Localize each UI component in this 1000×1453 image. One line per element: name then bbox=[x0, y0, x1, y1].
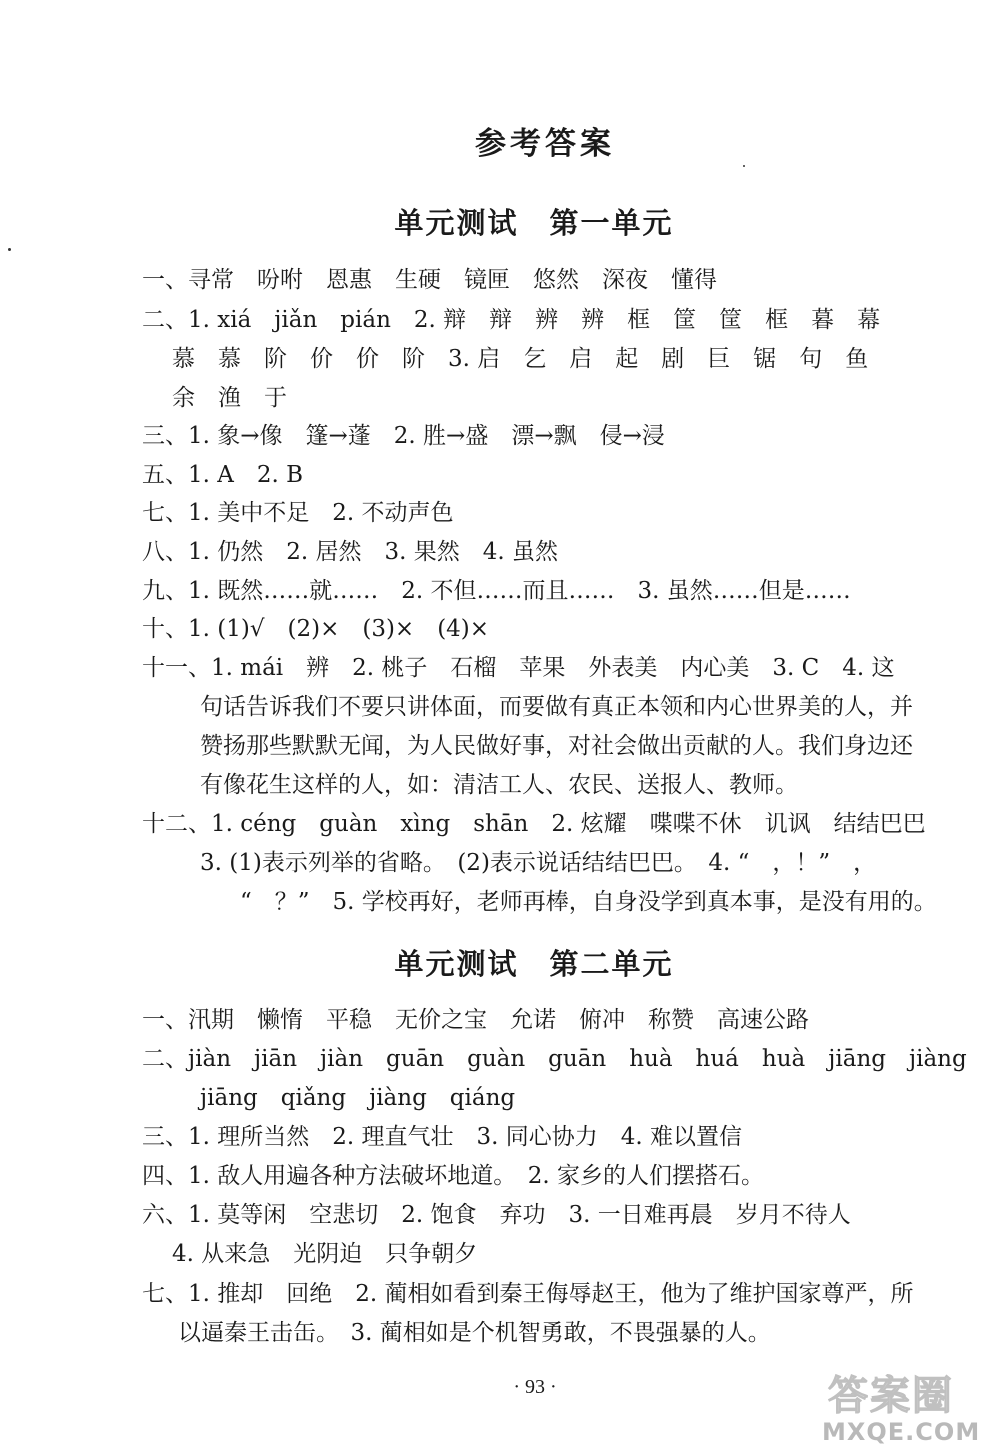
watermark-logo: 答案圈 bbox=[828, 1372, 954, 1419]
answer-line: 五、1. A 2. B bbox=[142, 462, 304, 488]
answer-line: 九、1. 既然……就…… 2. 不但……而且…… 3. 虽然……但是…… bbox=[142, 578, 851, 604]
page-number: · 93 · bbox=[513, 1376, 557, 1398]
answer-line: “ ？” 5. 学校再好，老师再棒，自身没学到真本事，是没有用的。 bbox=[240, 889, 937, 915]
answer-line: 有像花生这样的人，如：清洁工人、农民、送报人、教师。 bbox=[200, 772, 798, 798]
speck-mark bbox=[8, 248, 11, 251]
answer-line: 以逼秦王击缶。 3. 蔺相如是个机智勇敢，不畏强暴的人。 bbox=[178, 1320, 771, 1346]
answer-line: 六、1. 莫等闲 空悲切 2. 饱食 弃功 3. 一日难再晨 岁月不待人 bbox=[142, 1202, 851, 1228]
answer-line: 一、汛期 懒惰 平稳 无价之宝 允诺 俯冲 称赞 高速公路 bbox=[142, 1007, 809, 1033]
answer-line: 七、1. 推却 回绝 2. 蔺相如看到秦王侮辱赵王，他为了维护国家尊严，所 bbox=[142, 1281, 914, 1307]
answer-line: 二、1. xiá jiǎn pián 2. 辩 辩 辨 辨 框 筐 筐 框 暮 幕 bbox=[142, 307, 881, 333]
watermark-url: MXQE.COM bbox=[822, 1418, 981, 1446]
page-title: 参考答案 bbox=[475, 126, 615, 162]
answer-line: 十、1. (1)√ (2)× (3)× (4)× bbox=[142, 616, 490, 642]
answer-line: 4. 从来急 光阴迫 只争朝夕 bbox=[172, 1241, 478, 1267]
answer-line: 慕 慕 阶 价 价 阶 3. 启 乞 启 起 剧 巨 锯 句 鱼 bbox=[172, 346, 869, 372]
answer-line: 3. (1)表示列举的省略。 (2)表示说话结结巴巴。 4. “ ，！” ， bbox=[200, 850, 877, 876]
answer-line: 一、寻常 吩咐 恩惠 生硬 镜匣 悠然 深夜 懂得 bbox=[142, 267, 717, 293]
section-title-unit-2: 单元测试 第二单元 bbox=[394, 947, 674, 981]
answer-line: 十二、1. céng guàn xìng shān 2. 炫耀 喋喋不休 讥讽 结结巴巴 bbox=[142, 811, 926, 837]
answer-line: 八、1. 仍然 2. 居然 3. 果然 4. 虽然 bbox=[142, 539, 559, 565]
answer-line: 三、1. 理所当然 2. 理直气壮 3. 同心协力 4. 难以置信 bbox=[142, 1124, 743, 1150]
section-title-unit-1: 单元测试 第一单元 bbox=[394, 206, 674, 240]
answer-line: 二、jiàn jiān jiàn guān guàn guān huà huá huà jiāng jiàng bbox=[142, 1046, 967, 1072]
answer-line: 赞扬那些默默无闻，为人民做好事，对社会做出贡献的人。我们身边还 bbox=[200, 733, 913, 759]
answer-line: 三、1. 象→像 篷→蓬 2. 胜→盛 漂→飘 侵→浸 bbox=[142, 423, 665, 449]
answer-line: 四、1. 敌人用遍各种方法破坏地道。 2. 家乡的人们摆搭石。 bbox=[142, 1163, 765, 1189]
answer-line: 句话告诉我们不要只讲体面，而要做有真正本领和内心世界美的人，并 bbox=[200, 694, 913, 720]
speck-mark bbox=[743, 165, 745, 167]
answer-line: 十一、1. mái 辨 2. 桃子 石榴 苹果 外表美 内心美 3. C 4. 这 bbox=[142, 655, 895, 681]
answer-line: 七、1. 美中不足 2. 不动声色 bbox=[142, 500, 454, 526]
watermark bbox=[822, 1360, 992, 1448]
answer-line: jiāng qiǎng jiàng qiáng bbox=[200, 1085, 516, 1111]
answer-line: 余 渔 于 bbox=[172, 385, 287, 411]
